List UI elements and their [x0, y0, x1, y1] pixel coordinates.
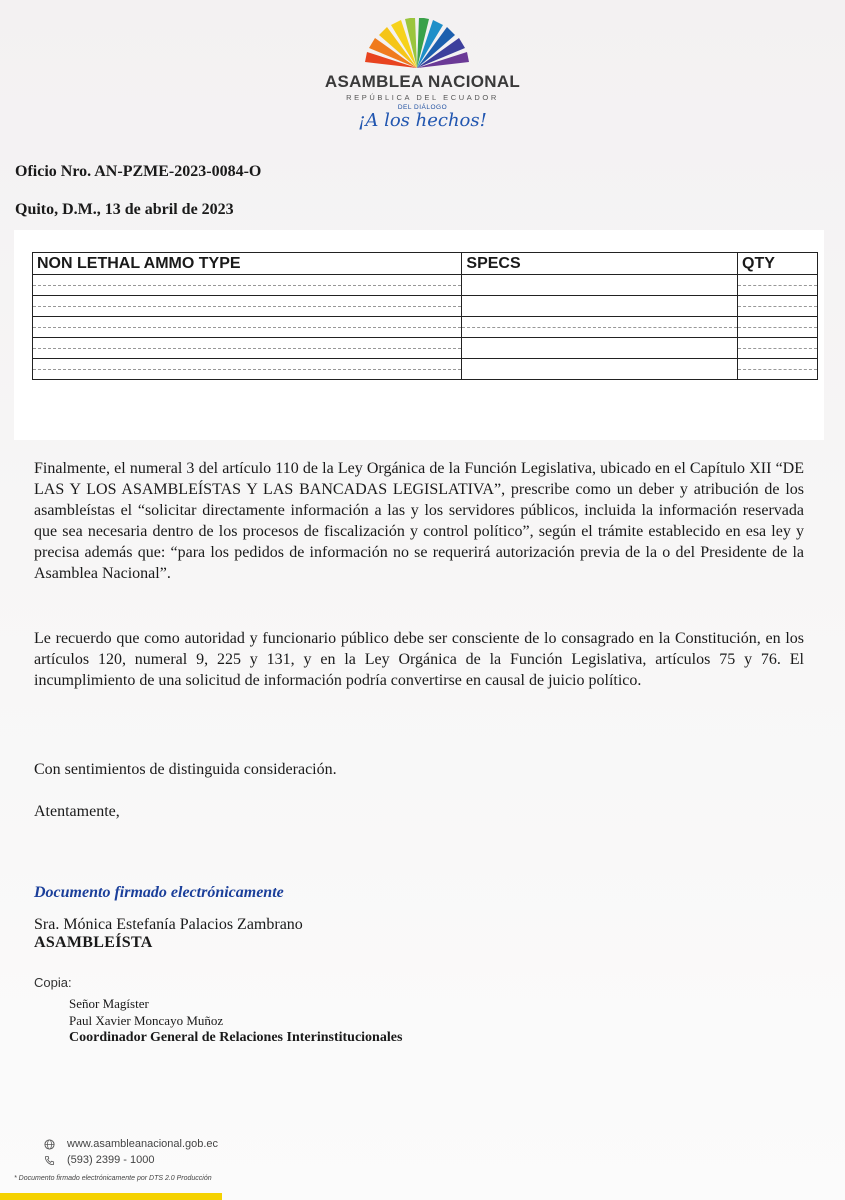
ammo-table	[32, 252, 818, 380]
sunburst-logo-icon	[362, 18, 472, 70]
table-row	[33, 296, 818, 317]
signer-name: Sra. Mónica Estefanía Palacios Zambrano	[34, 916, 303, 933]
copy-recipient-name: Paul Xavier Moncayo Muñoz	[69, 1013, 224, 1028]
signer-role: ASAMBLEÍSTA	[34, 934, 153, 951]
redacted-cell	[33, 338, 462, 359]
phone-number: (593) 2399 - 1000	[67, 1154, 155, 1166]
redacted-cell	[738, 338, 818, 359]
header-qty: QTY	[738, 253, 818, 275]
website-url[interactable]: www.asambleanacional.gob.ec	[67, 1138, 219, 1150]
farewell-line: Atentamente,	[34, 803, 120, 820]
header-specs: SPECS	[462, 253, 738, 275]
globe-icon	[44, 1139, 55, 1150]
redacted-cell	[738, 359, 818, 380]
paragraph-legal-basis: Finalmente, el numeral 3 del artículo 110 de la Ley Orgánica de la Función Legislativa, ubicado en el Capítulo XII “DE LAS Y LOS ASAMBLEÍSTAS Y LAS BANCADAS LEGISLATIVA”, prescribe como un deber y atribución de los asambleístas el “solicitar directamente información a las y los servidores públicos, incluida la información reservada que sea necesaria dentro de los procesos de fiscalización y control político”, según el trámite establecido en esa ley y precisa además que: “para los pedidos de información no se requerirá autorización previa de la o del Presidente de la Asamblea Nacional”.	[34, 460, 804, 582]
table-row	[33, 359, 818, 380]
redacted-cell	[738, 317, 818, 338]
redacted-cell	[462, 359, 738, 380]
signed-electronically-note: Documento firmado electrónicamente	[34, 884, 284, 901]
table-row	[33, 317, 818, 338]
table-row	[33, 338, 818, 359]
paragraph-reminder: Le recuerdo que como autoridad y funcionario público debe ser consciente de lo consagrado en la Constitución, en los artículos 120, numeral 9, 225 y 131, y en la Ley Orgánica de la Función Legislativa, artículos 75 y 76. El incumplimiento de una solicitud de información podría convertirse en causal de juicio político.	[34, 630, 804, 689]
redacted-cell	[33, 317, 462, 338]
document-date: Quito, D.M., 13 de abril de 2023	[15, 201, 234, 218]
oficio-number: Oficio Nro. AN-PZME-2023-0084-O	[15, 163, 262, 180]
table-row	[33, 275, 818, 296]
redacted-cell	[462, 317, 738, 338]
tagline-small: DEL DIÁLOGO	[397, 104, 448, 111]
phone-icon	[44, 1155, 55, 1166]
slogan: ¡A los hechos!	[358, 110, 487, 131]
redacted-cell	[462, 275, 738, 296]
ammo-table-panel	[14, 230, 824, 440]
redacted-cell	[738, 296, 818, 317]
country-name: REPÚBLICA DEL ECUADOR	[346, 93, 499, 102]
redacted-cell	[33, 275, 462, 296]
footer-note: * Documento firmado electrónicamente por DTS 2.0 Producción	[14, 1175, 212, 1182]
copy-label: Copia:	[34, 975, 72, 990]
redacted-cell	[462, 296, 738, 317]
footer-yellow-bar	[0, 1193, 222, 1200]
copy-title: Señor Magíster	[69, 996, 149, 1011]
website-contact	[44, 1138, 218, 1150]
redacted-cell	[33, 296, 462, 317]
redacted-cell	[738, 275, 818, 296]
closing-line: Con sentimientos de distinguida consideración.	[34, 761, 337, 778]
header-ammo-type: NON LETHAL AMMO TYPE	[33, 253, 462, 275]
asamblea-logo	[300, 18, 545, 131]
phone-contact	[44, 1154, 154, 1166]
copy-recipient-role: Coordinador General de Relaciones Interinstitucionales	[69, 1030, 403, 1045]
table-header-row	[33, 253, 818, 275]
org-name: ASAMBLEA NACIONAL	[324, 72, 521, 91]
redacted-cell	[33, 359, 462, 380]
redacted-cell	[462, 338, 738, 359]
